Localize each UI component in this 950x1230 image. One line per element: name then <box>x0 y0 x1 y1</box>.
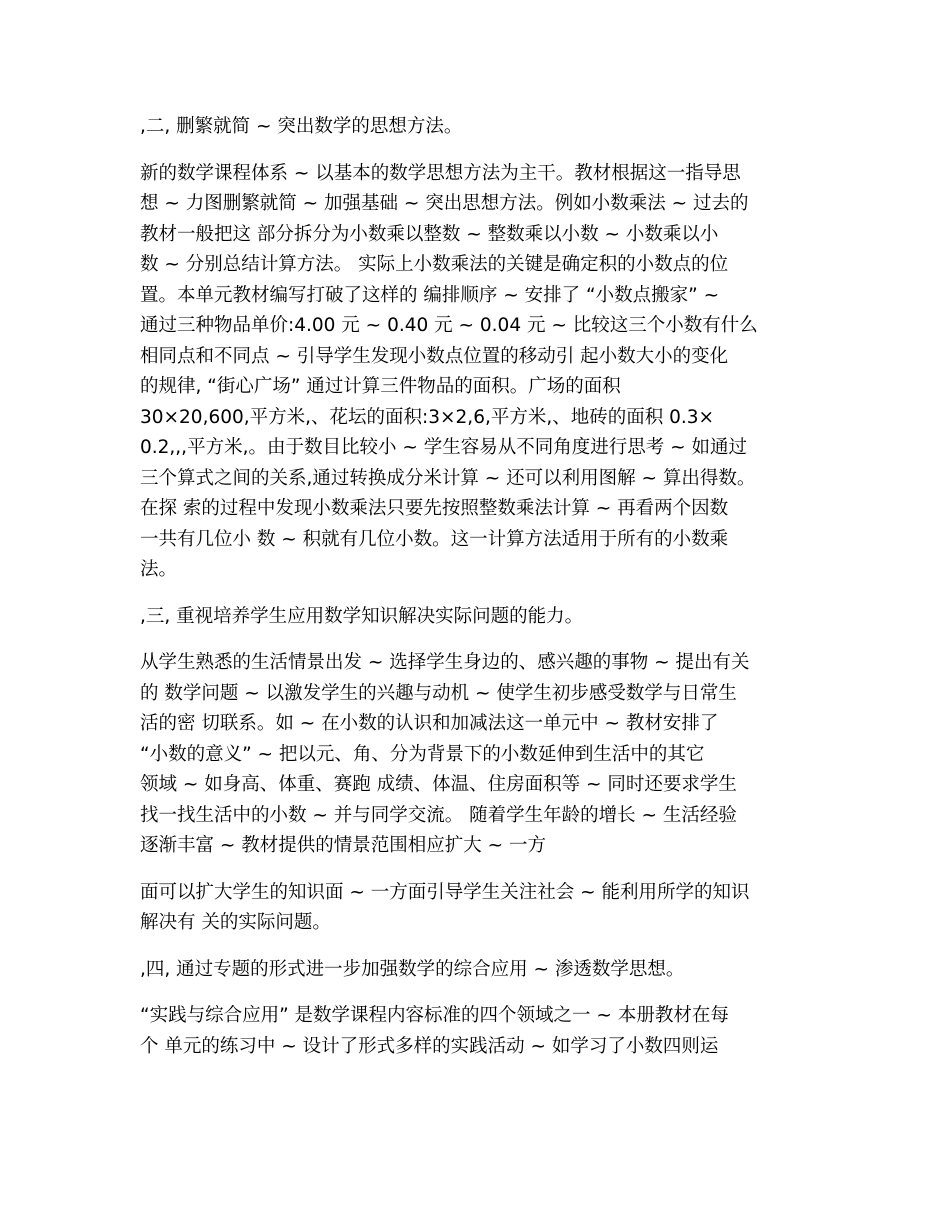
text-line: 相同点和不同点 ~ 引导学生发现小数点位置的移动引 起小数大小的变化 <box>140 345 729 367</box>
paragraph-practice <box>140 1001 820 1062</box>
text-line: 法。 <box>140 559 178 580</box>
paragraph-application <box>140 648 820 862</box>
text-line: 一共有几位小 数 ~ 积就有几位小数。这一计算方法适用于所有的小数乘 <box>140 528 729 550</box>
text-line: 数 ~ 分别总结计算方法。 实际上小数乘法的关键是确定积的小数点的位 <box>140 254 729 275</box>
text-line: 领域 ~ 如身高、体重、赛跑 成绩、体温、住房面积等 ~ 同时还要求学生 <box>140 774 737 795</box>
text-line: 30×20,600,平方米,、花坛的面积:3×2,6,平方米,、地砖的面积 0.3× <box>140 406 715 428</box>
text-line: 的规律, “街心广场” 通过计算三件物品的面积。广场的面积 <box>140 376 621 397</box>
text-line: 三个算式之间的关系,通过转换成分米计算 ~ 还可以利用图解 ~ 算出得数。 <box>140 467 756 489</box>
text-line: 教材一般把这 部分拆分为小数乘以整数 ~ 整数乘以小数 ~ 小数乘以小 <box>140 223 719 245</box>
text-line: 的 数学问题 ~ 以激发学生的兴趣与动机 ~ 使学生初步感受数学与日常生 <box>140 682 737 704</box>
section-heading-4 <box>140 955 820 986</box>
text-line: 逐渐丰富 ~ 教材提供的情景范围相应扩大 ~ 一方 <box>140 835 547 856</box>
text-line: 解决有 关的实际问题。 <box>140 912 331 933</box>
text-line: 新的数学课程体系 ~ 以基本的数学思想方法为主干。教材根据这一指导思 <box>140 162 741 184</box>
section-heading-2 <box>140 112 820 143</box>
text-line: ,四, 通过专题的形式进一步加强数学的综合应用 ~ 渗透数学思想。 <box>140 958 685 980</box>
text-line: “小数的意义” ~ 把以元、角、分为背景下的小数延伸到生活中的其它 <box>140 743 705 765</box>
text-line: 个 单元的练习中 ~ 设计了形式多样的实践活动 ~ 如学习了小数四则运 <box>140 1035 719 1057</box>
text-line: 通过三种物品单价:4.00 元 ~ 0.40 元 ~ 0.04 元 ~ 比较这三个小数有什么 <box>140 315 758 336</box>
paragraph-knowledge <box>140 878 820 939</box>
text-line: 找一找生活中的小数 ~ 并与同学交流。 随着学生年龄的增长 ~ 生活经验 <box>140 804 737 826</box>
text-line: 活的密 切联系。如 ~ 在小数的认识和加减法这一单元中 ~ 教材安排了 <box>140 713 719 734</box>
text-line: 0.2,,,平方米,。由于数目比较小 ~ 学生容易从不同角度进行思考 ~ 如通过 <box>140 437 747 458</box>
text-line: ,二, 删繁就简 ~ 突出数学的思想方法。 <box>140 116 463 137</box>
text-line: 在探 索的过程中发现小数乘法只要先按照整数乘法计算 ~ 再看两个因数 <box>140 498 729 519</box>
text-line: “实践与综合应用” 是数学课程内容标准的四个领域之一 ~ 本册教材在每 <box>140 1005 729 1026</box>
section-heading-3 <box>140 602 820 633</box>
text-line: 面可以扩大学生的知识面 ~ 一方面引导学生关注社会 ~ 能利用所学的知识 <box>140 881 750 903</box>
text-line: 想 ~ 力图删繁就简 ~ 加强基础 ~ 突出思想方法。例如小数乘法 ~ 过去的 <box>140 193 749 214</box>
text-line: 从学生熟悉的生活情景出发 ~ 选择学生身边的、感兴趣的事物 ~ 提出有关 <box>140 652 750 673</box>
text-line: ,三, 重视培养学生应用数学知识解决实际问题的能力。 <box>140 605 584 627</box>
paragraph-simplify <box>140 159 820 586</box>
text-line: 置。本单元教材编写打破了这样的 编排顺序 ~ 安排了 “小数点搬家” ~ <box>140 284 720 306</box>
document-page <box>140 112 820 1062</box>
